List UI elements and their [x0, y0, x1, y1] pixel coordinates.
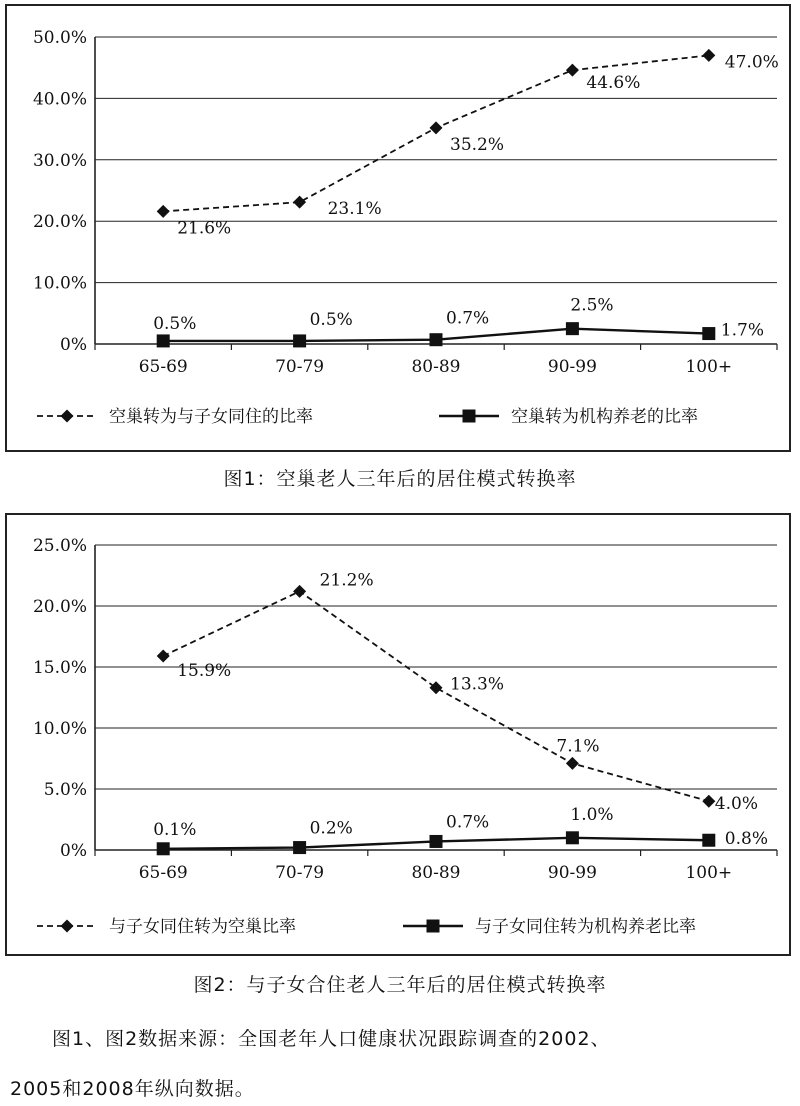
square-marker [157, 334, 170, 347]
y-tick-label: 30.0% [32, 150, 87, 171]
y-tick-label: 0% [60, 335, 87, 355]
x-tick-label: 90-99 [547, 863, 597, 883]
legend-label: 空巢转为机构养老的比率 [511, 407, 698, 427]
square-marker [702, 327, 715, 340]
data-label: 15.9% [177, 661, 232, 682]
x-tick-label: 100+ [685, 357, 733, 377]
square-marker [566, 831, 579, 844]
data-label: 0.2% [309, 818, 353, 839]
y-tick-label: 15.0% [32, 658, 87, 678]
data-label: 13.3% [450, 674, 505, 695]
y-tick-label: 0% [60, 841, 87, 861]
chart-2 [7, 515, 789, 954]
data-label: 2.5% [570, 295, 614, 316]
square-marker [430, 333, 443, 346]
data-label: 44.6% [586, 73, 641, 94]
chart-1-frame [5, 4, 791, 452]
y-tick-label: 10.0% [32, 273, 87, 294]
square-marker [430, 835, 443, 848]
data-label: 23.1% [327, 199, 382, 220]
legend-diamond-marker [61, 410, 74, 423]
data-label: 0.1% [153, 819, 197, 840]
y-tick-label: 25.0% [32, 536, 87, 556]
series-line-dashed [163, 591, 709, 801]
data-label: 4.0% [714, 794, 759, 815]
legend-square-marker [463, 410, 476, 423]
x-tick-label: 80-89 [411, 863, 461, 883]
x-tick-label: 70-79 [275, 863, 325, 883]
y-tick-label: 5.0% [43, 780, 87, 800]
data-label: 0.5% [309, 309, 353, 330]
chart-1 [7, 6, 789, 450]
source-note-line-2: 2005和2008年纵向数据。 [10, 1078, 255, 1100]
diamond-marker [702, 795, 715, 808]
y-tick-label: 20.0% [32, 597, 87, 617]
diamond-marker [430, 681, 443, 694]
x-tick-label: 100+ [685, 863, 733, 883]
diamond-marker [566, 64, 579, 77]
data-label: 47.0% [724, 52, 779, 73]
x-tick-label: 70-79 [275, 357, 325, 377]
square-marker [293, 841, 306, 854]
source-note-line-1: 图1、图2数据来源：全国老年人口健康状况跟踪调查的2002、 [52, 1028, 611, 1050]
y-tick-label: 20.0% [32, 212, 87, 233]
legend-label: 空巢转为与子女同住的比率 [109, 407, 313, 427]
data-label: 0.5% [153, 313, 197, 334]
figure-2-caption: 图2：与子女合住老人三年后的居住模式转换率 [193, 974, 607, 996]
diamond-marker [702, 49, 715, 62]
data-label: 0.7% [446, 812, 490, 833]
x-tick-label: 80-89 [411, 357, 461, 377]
legend-diamond-marker [61, 920, 74, 933]
legend-label: 与子女同住转为空巢比率 [109, 917, 296, 937]
diamond-marker [566, 757, 579, 770]
diamond-marker [430, 121, 443, 134]
diamond-marker [157, 205, 170, 218]
data-label: 21.2% [319, 570, 374, 591]
data-label: 0.7% [446, 308, 490, 329]
figure-1-caption: 图1：空巢老人三年后的居住模式转换率 [223, 468, 577, 490]
data-label: 1.0% [570, 804, 614, 825]
y-tick-label: 40.0% [32, 89, 87, 110]
data-label: 7.1% [556, 736, 600, 757]
y-tick-label: 10.0% [32, 719, 87, 739]
square-marker [702, 834, 715, 847]
data-label: 0.8% [724, 829, 769, 850]
legend-label: 与子女同住转为机构养老比率 [475, 917, 696, 937]
chart-2-frame [5, 513, 791, 956]
x-tick-label: 90-99 [547, 357, 597, 377]
legend-square-marker [427, 920, 440, 933]
square-marker [566, 322, 579, 335]
x-tick-label: 65-69 [138, 863, 188, 883]
square-marker [293, 334, 306, 347]
diamond-marker [293, 585, 306, 598]
data-label: 35.2% [450, 134, 505, 155]
diamond-marker [293, 196, 306, 209]
data-label: 21.6% [177, 218, 232, 239]
x-tick-label: 65-69 [138, 357, 188, 377]
y-tick-label: 50.0% [32, 28, 87, 48]
data-label: 1.7% [720, 320, 765, 341]
square-marker [157, 842, 170, 855]
diamond-marker [157, 650, 170, 663]
